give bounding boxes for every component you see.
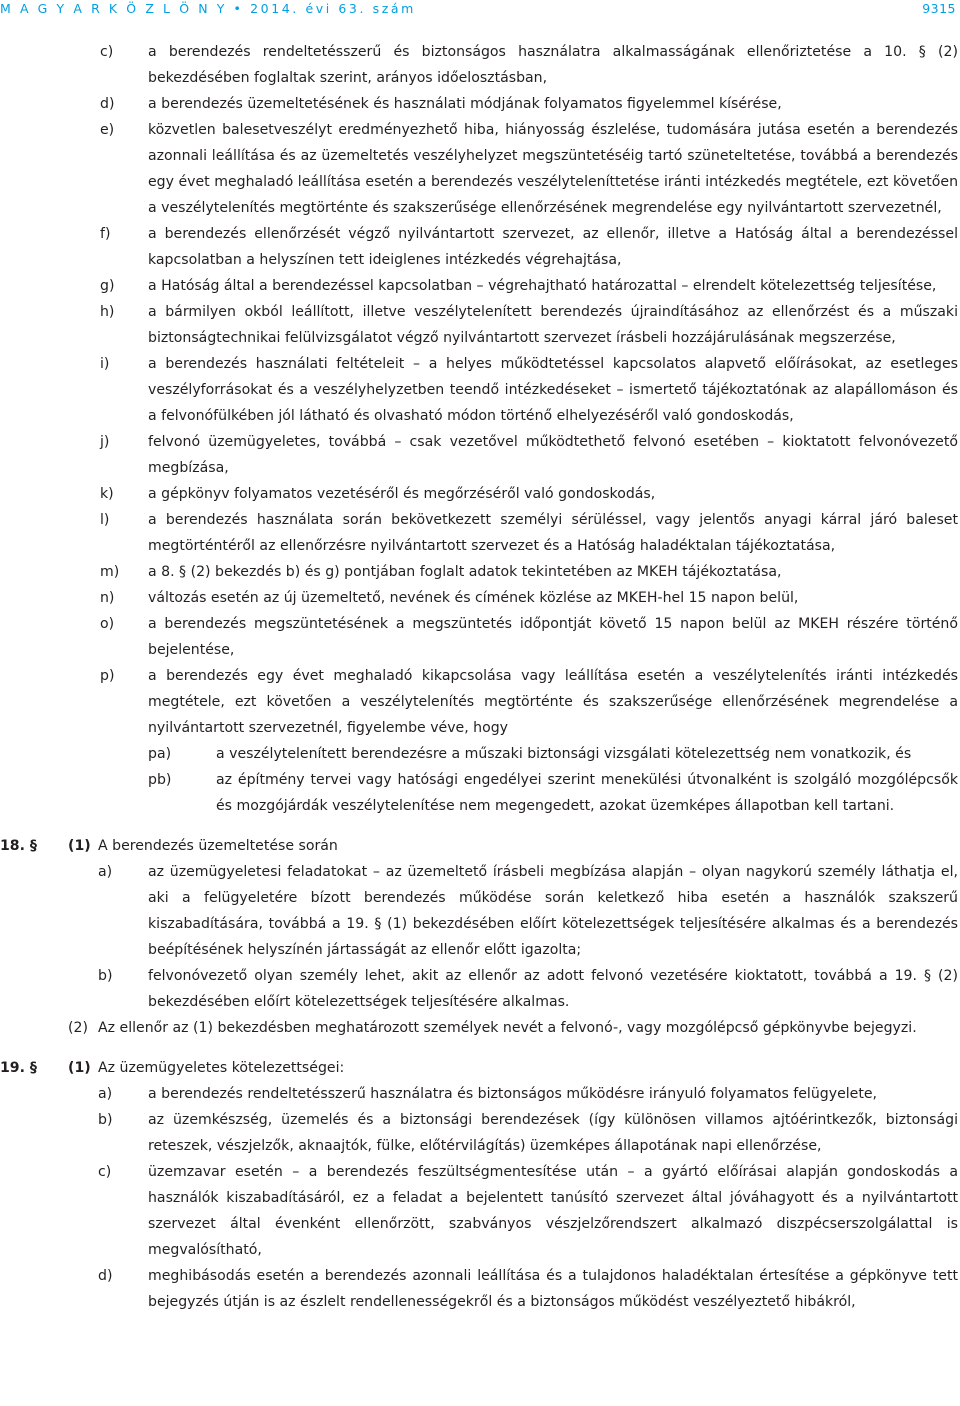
item-label: h) [100, 304, 115, 320]
item-label: k) [100, 486, 114, 502]
document-body [0, 39, 958, 1315]
paragraph-text: Az üzemügyeletes kötelezettségei: [98, 1060, 345, 1076]
item-label: o) [100, 616, 115, 632]
item-text: a gépkönyv folyamatos vezetéséről és megőrzéséről való gondoskodás, [148, 486, 656, 502]
paragraph-number: (1) [68, 1060, 91, 1076]
list-item [0, 1107, 958, 1159]
item-text: a berendezés használata során bekövetkezett személyi sérüléssel, vagy jelentős anyagi kárral járó baleset megtörténtéről az ellenőrzésre nyilvántartott szervezet és a Hatóság haladéktalan tájékoztatása, [148, 512, 958, 554]
item-text: az építmény tervei vagy hatósági engedélyei szerint menekülési útvonalként is szolgáló mozgólépcsők és mozgójárdák veszélytelenítése nem megengedett, azokat üzemképes állapotban kell tartani. [216, 772, 958, 814]
list-item [0, 117, 958, 221]
item-text: felvonó üzemügyeletes, továbbá – csak vezetővel működtethető felvonó esetében – kioktatott felvonóvezető megbízása, [148, 434, 958, 476]
list-item [0, 1263, 958, 1315]
item-text: felvonóvezető olyan személy lehet, akit az ellenőr az adott felvonó vezetésére kioktatott, továbbá a 19. § (2) bekezdésében előírt kötelezettségek teljesítésére alkalmas. [148, 968, 958, 1010]
item-text: a berendezés üzemeltetésének és használati módjának folyamatos figyelemmel kísérése, [148, 96, 782, 112]
item-label: d) [98, 1268, 113, 1284]
list-item [0, 559, 958, 585]
item-label: a) [98, 1086, 113, 1102]
list-item [0, 611, 958, 663]
item-label: l) [100, 512, 110, 528]
item-label: m) [100, 564, 120, 580]
item-label: c) [98, 1164, 112, 1180]
list-item [0, 39, 958, 91]
journal-title: M A G Y A R K Ö Z L Ö N Y • 2014. évi 63. szám [0, 1, 416, 16]
item-text: az üzemkészség, üzemelés és a biztonsági berendezések (így különösen villamos ajtóérintkezők, biztonsági reteszek, vészjelzők, aknaajtók, fülke, előtérvilágítás) üzemképes állapotának napi ellenőrzése, [148, 1112, 958, 1154]
list-item [0, 963, 958, 1015]
item-text: az üzemügyeletesi feladatokat – az üzemeltető írásbeli megbízása alapján – olyan nagykorú személy láthatja el, aki a felügyeletére bízott berendezés működése során keletkező hiba esetén a használók szakszerű kiszabadítására, továbbá a 19. § (1) bekezdésében előírt kötelezettségek teljesítésére alkalmas és a berendezés beépítésének helyszínén jártasságát az ellenőr előtt igazolta; [148, 864, 958, 958]
list-item [0, 429, 958, 481]
list-item [0, 859, 958, 963]
item-text: a 8. § (2) bekezdés b) és g) pontjában foglalt adatok tekintetében az MKEH tájékoztatása, [148, 564, 782, 580]
item-label: pa) [148, 746, 172, 762]
item-label: e) [100, 122, 115, 138]
paragraph-number: (2) [68, 1020, 88, 1036]
list-item [0, 507, 958, 559]
list-item [0, 481, 958, 507]
item-label: pb) [148, 772, 172, 788]
item-label: p) [100, 668, 115, 684]
item-label: i) [100, 356, 110, 372]
item-label: j) [100, 434, 110, 450]
sub-list-item [0, 767, 958, 819]
item-text: a Hatóság által a berendezéssel kapcsolatban – végrehajtható határozattal – elrendelt kötelezettség teljesítése, [148, 278, 937, 294]
list-item [0, 1081, 958, 1107]
item-text: a veszélytelenített berendezésre a műszaki biztonsági vizsgálati kötelezettség nem vonatkozik, és [216, 746, 912, 762]
sub-list-item [0, 741, 958, 767]
paragraph-text: A berendezés üzemeltetése során [98, 838, 338, 854]
item-label: n) [100, 590, 115, 606]
item-text: a berendezés használati feltételeit – a helyes működtetéssel kapcsolatos alapvető előírásokat, az esetleges veszélyforrásokat és a veszélyhelyzetben teendő intézkedéseket – ismertető tájékoztatónak az alapállomáson és a felvonófülkében jól látható és olvasható módon történő elhelyezéséről való gondoskodás, [148, 356, 958, 424]
item-text: üzemzavar esetén – a berendezés feszültségmentesítése után – a gyártó előírásai alapján gondoskodás a használók kiszabadításáról, ez a feladat a bejelentett tanúsító szervezet által jóváhagyott és a nyilvántartott szervezet által évenként ellenőrzött, szabványos vészjelzőrendszert alkalmazó diszpécserszolgálattal is megvalósítható, [148, 1164, 958, 1258]
list-item [0, 91, 958, 117]
list-item [0, 299, 958, 351]
section-19 [0, 1055, 958, 1081]
item-text: a berendezés egy évet meghaladó kikapcsolása vagy leállítása esetén a veszélytelenítés iránti intézkedés megtétele, ezt követően a veszélytelenítés megtörténte és szakszerűsége ellenőrzésének megrendelése a nyilvántartott szervezetnél, figyelembe véve, hogy [148, 668, 958, 736]
list-item [0, 585, 958, 611]
item-text: a berendezés rendeltetésszerű használatra és biztonságos működésre irányuló folyamatos felügyelete, [148, 1086, 878, 1102]
item-text: meghibásodás esetén a berendezés azonnali leállítása és a tulajdonos haladéktalan értesítése a gépkönyve tett bejegyzés útján is az észlelt rendellenességekről és a biztonságos működést veszélyeztető hibákról, [148, 1268, 958, 1310]
item-text: változás esetén az új üzemeltető, nevének és címének közlése az MKEH-hel 15 napon belül, [148, 590, 799, 606]
item-label: b) [98, 968, 113, 984]
list-item [0, 273, 958, 299]
item-text: a bármilyen okból leállított, illetve veszélytelenített berendezés újraindításához az ellenőrzést és a műszaki biztonságtechnikai felülvizsgálatot végző nyilvántartott szervezet írásbeli hozzájárulásának megszerzése, [148, 304, 958, 346]
item-label: c) [100, 44, 114, 60]
list-item [0, 663, 958, 741]
item-label: f) [100, 226, 111, 242]
list-item [0, 351, 958, 429]
item-label: a) [98, 864, 113, 880]
page-number: 9315 [922, 1, 956, 16]
item-label: b) [98, 1112, 113, 1128]
item-text: a berendezés megszüntetésének a megszüntetés időpontját követő 15 napon belül az MKEH részére történő bejelentése, [148, 616, 958, 658]
item-text: közvetlen balesetveszélyt eredményezhető hiba, hiányosság észlelése, tudomására jutása esetén a berendezés azonnali leállítása és az üzemeltetés veszélyhelyzet megszüntetéséig tartó szüneteltetése, továbbá a berendezés egy évet meghaladó leállítása esetén a berendezés veszélyteleníttetése iránti intézkedés megtétele, ezt követően a veszélytelenítés megtörténte és szakszerűsége ellenőrzésének megrendelése egy nyilvántartott szervezetnél, [148, 122, 958, 216]
item-label: g) [100, 278, 115, 294]
item-text: a berendezés ellenőrzését végző nyilvántartott szervezet, az ellenőr, illetve a Hatóság által a berendezéssel kapcsolatban a helyszínen tett ideiglenes intézkedés végrehajtása, [148, 226, 958, 268]
paragraph [0, 1015, 958, 1041]
item-label: d) [100, 96, 115, 112]
list-item [0, 1159, 958, 1263]
section-number: 19. § [0, 1060, 37, 1076]
item-text: a berendezés rendeltetésszerű és biztonságos használatra alkalmasságának ellenőriztetése a 10. § (2) bekezdésében foglaltak szerint, arányos időelosztásban, [148, 44, 958, 86]
paragraph-text: Az ellenőr az (1) bekezdésben meghatározott személyek nevét a felvonó-, vagy mozgólépcső gépkönyvbe bejegyzi. [98, 1020, 917, 1036]
section-18 [0, 833, 958, 859]
list-item [0, 221, 958, 273]
paragraph-number: (1) [68, 838, 91, 854]
section-number: 18. § [0, 838, 37, 854]
page-header [0, 0, 960, 20]
